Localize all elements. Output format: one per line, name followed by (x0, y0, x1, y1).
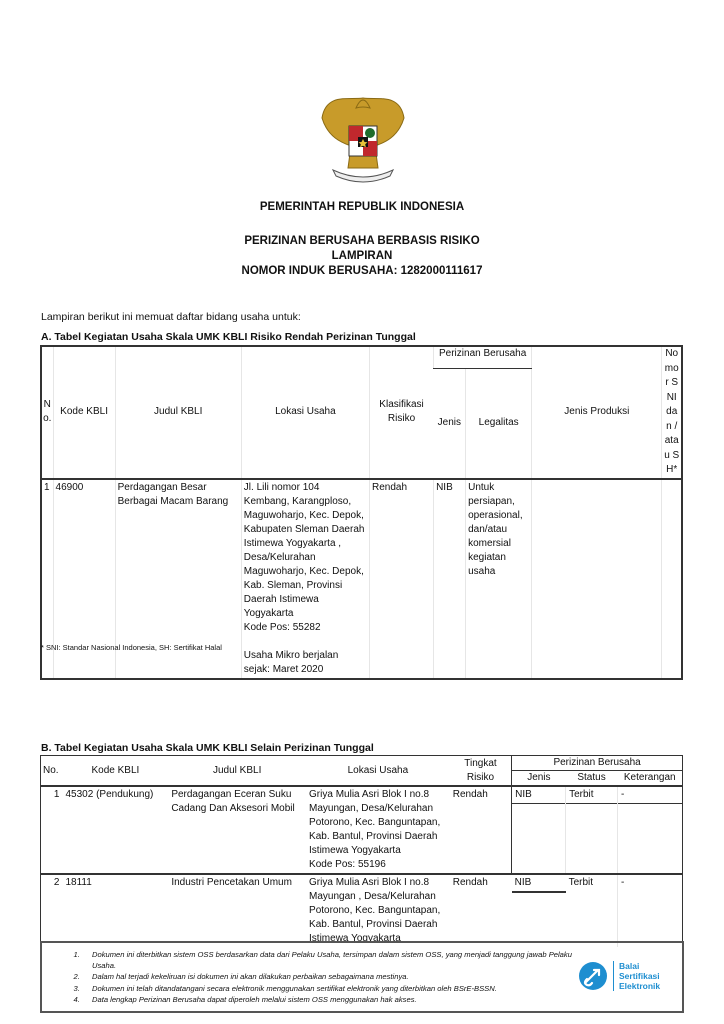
document-subtitle: LAMPIRAN (331, 250, 393, 262)
table-row (41, 786, 683, 874)
lokasi-kode-pos: Kode Pos: 55282 (243, 621, 321, 633)
cell-jenis-value: NIB (512, 787, 565, 804)
cell-keterangan-value: - (618, 787, 682, 804)
table-a (40, 345, 683, 680)
header-kode-kbli: Kode KBLI (62, 756, 168, 787)
header-no: No. (41, 756, 63, 787)
footer-note: 3. Dokumen ini telah ditandatangani secara elektronik menggunakan sertifikat elektronik yang diterbitkan oleh BSrE-BSSN. (82, 983, 592, 994)
table-b-title: B. Tabel Kegiatan Usaha Skala UMK KBLI Selain Perizinan Tunggal (41, 742, 374, 754)
cell-jenis (512, 786, 566, 874)
cell-status (566, 874, 618, 947)
bse-logo-text (613, 961, 660, 991)
bse-logo-line1: Balai (619, 961, 640, 971)
header-jenis-produksi: Jenis Produksi (532, 346, 662, 479)
header-perizinan-berusaha: Perizinan Berusaha (512, 756, 683, 771)
cell-legalitas: Untuk persiapan, operasional, dan/atau komersial kegiatan usaha (466, 479, 532, 679)
cell-no: 1 (53, 789, 60, 800)
lokasi-address: Griya Mulia Asri Blok I no.8 Mayungan, Desa/Kelurahan Potorono, Kec. Banguntapan, Kab. Bantul, Provinsi Daerah Istimewa Yogyakarta (309, 789, 441, 856)
cell-status (566, 786, 618, 874)
garuda-emblem-icon (318, 88, 408, 188)
table-row (41, 874, 683, 947)
table-a-title: A. Tabel Kegiatan Usaha Skala UMK KBLI Risiko Rendah Perizinan Tunggal (41, 331, 416, 343)
header-judul-kbli: Judul KBLI (115, 346, 241, 479)
header-lokasi-usaha: Lokasi Usaha (306, 756, 450, 787)
cell-lokasi-usaha (306, 786, 450, 874)
cell-keterangan (617, 874, 682, 947)
header-jenis: Jenis (512, 771, 566, 787)
footer-note: 4. Data lengkap Perizinan Berusaha dapat diperoleh melalui sistem OSS menggunakan hak akses. (82, 994, 592, 1005)
cell-lokasi-usaha (306, 874, 450, 947)
cell-jenis: NIB (434, 479, 466, 679)
cell-jenis (512, 874, 566, 947)
lokasi-keterangan: Usaha Mikro berjalan sejak: Maret 2020 (243, 649, 339, 675)
government-heading: PEMERINTAH REPUBLIK INDONESIA (259, 201, 465, 213)
bse-logo-line2: Sertifikasi (619, 971, 660, 981)
cell-klasifikasi-risiko: Rendah (369, 479, 433, 679)
header-judul-kbli: Judul KBLI (168, 756, 306, 787)
header-jenis: Jenis (434, 369, 466, 479)
cell-status-value: Terbit (566, 787, 617, 804)
cell-judul-kbli: Perdagangan Besar Berbagai Macam Barang (115, 479, 241, 679)
document-title: PERIZINAN BERUSAHA BERBASIS RISIKO (244, 235, 480, 247)
header-legalitas: Legalitas (466, 369, 532, 479)
cell-jenis-produksi (532, 479, 662, 679)
header-perizinan-berusaha: Perizinan Berusaha (434, 346, 532, 369)
cell-judul-kbli: Perdagangan Eceran Suku Cadang Dan Aksesori Mobil (171, 789, 295, 814)
header-no: N o. (41, 346, 53, 479)
cell-no: 2 (41, 874, 63, 947)
cell-keterangan (617, 786, 682, 874)
cell-tingkat-risiko: Rendah (452, 789, 488, 800)
cell-keterangan-value: - (620, 877, 625, 888)
cell-kode-kbli: 18111 (62, 874, 168, 947)
header-lokasi-usaha: Lokasi Usaha (241, 346, 369, 479)
cell-kode-kbli: 45302 (Pendukung) (65, 789, 154, 800)
nib-number: NOMOR INDUK BERUSAHA: 1282000111617 (241, 265, 483, 277)
footer-notes-box (40, 941, 684, 1013)
bse-logo (578, 953, 676, 999)
footer-note: 2. Dalam hal terjadi kekeliruan isi dokumen ini akan dilakukan perbaikan sebagaimana mestinya. (82, 971, 592, 982)
cell-kode-kbli: 46900 (53, 479, 115, 679)
header-klasifikasi-risiko: Klasifikasi Risiko (369, 346, 433, 479)
cell-nomor-sni (662, 479, 682, 679)
intro-text: Lampiran berikut ini memuat daftar bidang usaha untuk: (41, 311, 301, 323)
lokasi-kode-pos: Kode Pos: 55196 (309, 859, 386, 870)
header-kode-kbli: Kode KBLI (53, 346, 115, 479)
cell-judul-kbli: Industri Pencetakan Umum (168, 874, 306, 947)
cell-tingkat-risiko: Rendah (450, 874, 512, 947)
cell-lokasi-usaha (241, 479, 369, 679)
lokasi-address: Griya Mulia Asri Blok I no.8 Mayungan , Desa/Kelurahan Potorono, Kec. Banguntapan, Kab. Bantul, Provinsi Daerah Istimewa Yogyakarta (309, 877, 441, 944)
header-keterangan: Keterangan (617, 771, 682, 787)
header-status: Status (566, 771, 618, 787)
bse-logo-icon (578, 961, 608, 991)
lokasi-address: Jl. Lili nomor 104 Kembang, Karangploso, Maguwoharjo, Kec. Depok, Kabupaten Sleman Daerah Istimewa Yogyakarta , Desa/Kelurahan Maguwoharjo, Kec. Depok, Kab. Sleman, Provinsi Daerah Istimewa Yogyakarta (243, 481, 365, 619)
cell-status-value: Terbit (568, 877, 594, 888)
table-b (40, 755, 683, 947)
footer-notes-list (42, 943, 592, 1005)
cell-no: 1 (44, 481, 50, 493)
header-tingkat-risiko: Tingkat Risiko (450, 756, 512, 787)
header-nomor-sni: No mor SNI dan /ata u SH* (662, 346, 682, 479)
cell-jenis-value: NIB (512, 875, 566, 893)
footer-note: 1. Dokumen ini diterbitkan sistem OSS berdasarkan data dari Pelaku Usaha, tersimpan dalam sistem OSS, yang menjadi tanggung jawab Pelaku Usaha. (82, 949, 592, 971)
table-a-footnote: * SNI: Standar Nasional Indonesia, SH: Sertifikat Halal (41, 643, 222, 652)
bse-logo-line3: Elektronik (619, 981, 661, 991)
